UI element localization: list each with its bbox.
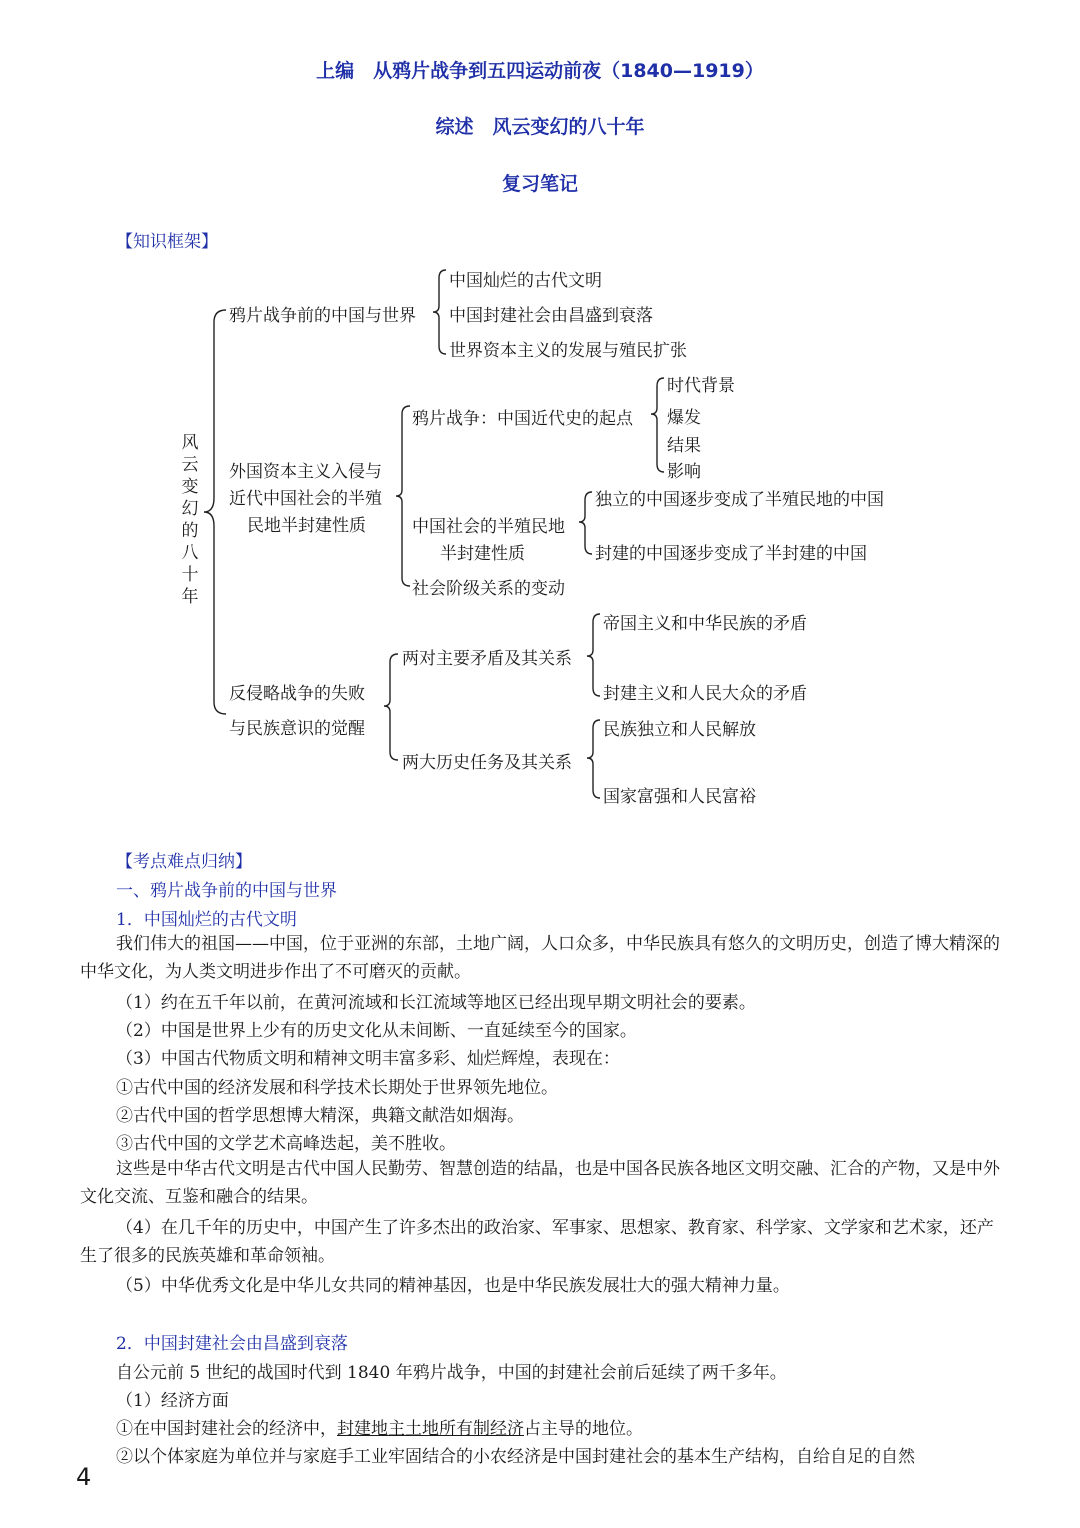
underlined-term: 封建地主土地所有制经济 <box>337 1419 524 1439</box>
list-item: （1）经济方面 <box>116 1391 229 1411</box>
paragraph: 自公元前 5 世纪的战国时代到 1840 年鸦片战争，中国的封建社会前后延续了两千多年。 <box>116 1363 787 1383</box>
contradictions-label: 两对主要矛盾及其关系 <box>402 649 572 669</box>
list-item: ③古代中国的文学艺术高峰迭起，美不胜收。 <box>116 1134 456 1154</box>
opium-war-item: 结果 <box>667 436 701 456</box>
social-classes-label: 社会阶级关系的变动 <box>412 579 565 599</box>
branch-1-label: 鸦片战争前的中国与世界 <box>229 306 416 326</box>
list-item: （1）约在五千年以前，在黄河流域和长江流域等地区已经出现早期文明社会的要素。 <box>116 993 756 1013</box>
branch-1-item: 世界资本主义的发展与殖民扩张 <box>449 341 687 361</box>
branch-1-item: 中国封建社会由昌盛到衰落 <box>449 306 653 326</box>
branch-1-item: 中国灿烂的古代文明 <box>449 271 602 291</box>
text-run: ①在中国封建社会的经济中， <box>116 1419 337 1439</box>
list-item: （5）中华优秀文化是中华儿女共同的精神基因，也是中华民族发展壮大的强大精神力量。 <box>116 1276 790 1296</box>
contradictions-item: 封建主义和人民大众的矛盾 <box>603 684 807 704</box>
opium-war-item: 时代背景 <box>667 376 735 396</box>
list-item: （2）中国是世界上少有的历史文化从未间断、一直延续至今的国家。 <box>116 1021 637 1041</box>
branch-2-label: 近代中国社会的半殖 <box>229 489 382 509</box>
opium-war-item: 爆发 <box>667 408 701 428</box>
paragraph: （4）在几千年的历史中，中国产生了许多杰出的政治家、军事家、思想家、教育家、科学家、文学家和艺术家，还产生了很多的民族英雄和革命领袖。 <box>80 1218 994 1266</box>
section-heading: 一、鸦片战争前的中国与世界 <box>116 881 337 901</box>
branch-2-label: 民地半封建性质 <box>247 516 366 536</box>
part-title: 上编 从鸦片战争到五四运动前夜（1840—1919） <box>316 60 764 82</box>
branch-3-label: 与民族意识的觉醒 <box>229 719 365 739</box>
society-item: 封建的中国逐步变成了半封建的中国 <box>595 544 867 564</box>
subsection-heading: 2．中国封建社会由昌盛到衰落 <box>116 1334 348 1354</box>
branch-3-label: 反侵略战争的失败 <box>229 684 365 704</box>
subsection-heading: 1．中国灿烂的古代文明 <box>116 910 297 930</box>
list-item: ②以个体家庭为单位并与家庭手工业牢固结合的小农经济是中国封建社会的基本生产结构，自给自足的自然 <box>116 1447 915 1467</box>
list-item <box>116 1414 643 1439</box>
framework-root-label: 风 云 变 幻 的 八 十 年 <box>181 433 199 607</box>
list-item: ②古代中国的哲学思想博大精深，典籍文献浩如烟海。 <box>116 1106 524 1126</box>
society-item: 独立的中国逐步变成了半殖民地的中国 <box>595 490 884 510</box>
tasks-item: 国家富强和人民富裕 <box>603 787 756 807</box>
paragraph: 我们伟大的祖国——中国，位于亚洲的东部，土地广阔，人口众多，中华民族具有悠久的文明历史，创造了博大精深的中华文化，为人类文明进步作出了不可磨灭的贡献。 <box>80 934 1000 982</box>
text-run: 占主导的地位。 <box>524 1419 643 1439</box>
list-item: （3）中国古代物质文明和精神文明丰富多彩、灿烂辉煌，表现在： <box>116 1049 620 1069</box>
framework-heading: 【知识框架】 <box>116 232 218 252</box>
contradictions-item: 帝国主义和中华民族的矛盾 <box>603 614 807 634</box>
tasks-label: 两大历史任务及其关系 <box>402 753 572 773</box>
notes-heading: 【考点难点归纳】 <box>116 852 252 872</box>
opium-war-item: 影响 <box>667 462 701 482</box>
tasks-item: 民族独立和人民解放 <box>603 720 756 740</box>
list-item: ①古代中国的经济发展和科学技术长期处于世界领先地位。 <box>116 1078 558 1098</box>
opium-war-label: 鸦片战争：中国近代史的起点 <box>412 409 633 429</box>
paragraph: 这些是中华古代文明是古代中国人民勤劳、智慧创造的结晶，也是中国各民族各地区文明交融、汇合的产物，又是中外文化交流、互鉴和融合的结果。 <box>80 1159 1000 1207</box>
society-label: 中国社会的半殖民地 <box>412 517 565 537</box>
overview-title: 综述 风云变幻的八十年 <box>435 116 645 138</box>
page-number: 4 <box>76 1463 92 1491</box>
branch-2-label: 外国资本主义入侵与 <box>229 462 382 482</box>
notes-title: 复习笔记 <box>501 173 578 195</box>
society-label: 半封建性质 <box>440 544 525 564</box>
